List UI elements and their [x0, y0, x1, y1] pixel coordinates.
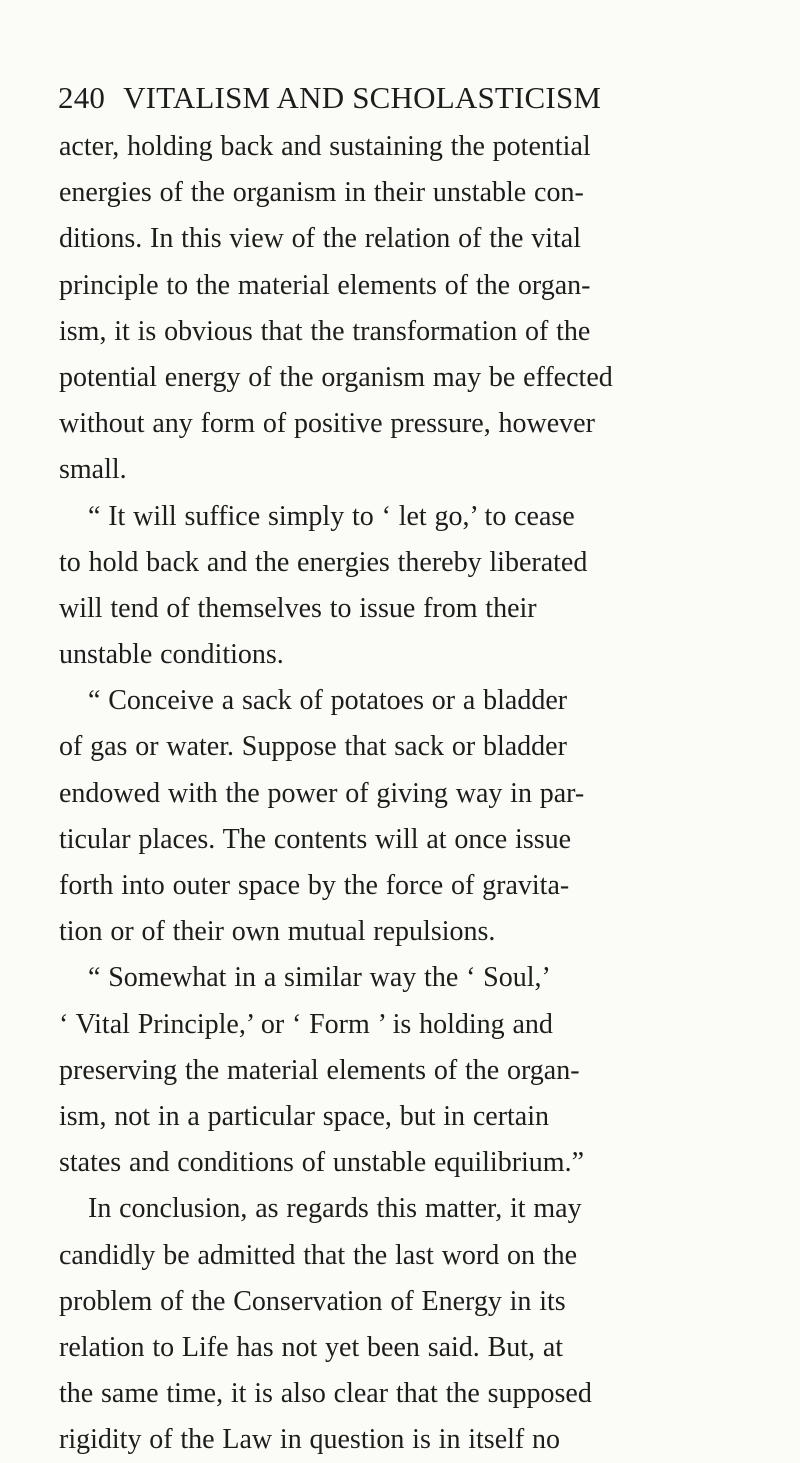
text-line: ‘ Vital Principle,’ or ‘ Form ’ is holding and — [59, 1008, 553, 1040]
text-line: potential energy of the organism may be effected — [59, 361, 613, 393]
running-title: VITALISM AND SCHOLASTICISM — [123, 80, 602, 115]
text-line: ticular places. The contents will at once issue — [59, 823, 572, 855]
text-line: candidly be admitted that the last word on the — [59, 1239, 578, 1271]
text-line: endowed with the power of giving way in par- — [59, 777, 585, 809]
text-line: unstable conditions. — [59, 639, 284, 671]
text-line: will tend of themselves to issue from their — [59, 592, 537, 624]
text-line: without any form of positive pressure, however — [59, 408, 595, 440]
text-line: energies of the organism in their unstable con- — [59, 177, 584, 209]
text-line: ditions. In this view of the relation of the vital — [59, 223, 581, 255]
text-line: states and conditions of unstable equilibrium.” — [59, 1147, 585, 1179]
text-line: ism, it is obvious that the transformation of the — [59, 315, 591, 347]
text-line: tion or of their own mutual repulsions. — [59, 916, 496, 948]
page-number: 240 — [58, 80, 106, 115]
text-line: small. — [59, 454, 127, 486]
text-line: “ Conceive a sack of potatoes or a bladder — [88, 685, 568, 717]
text-line: the same time, it is also clear that the supposed — [59, 1378, 592, 1410]
text-line: to hold back and the energies thereby liberated — [59, 546, 588, 578]
page-header — [58, 78, 748, 118]
body-text — [59, 124, 769, 1463]
text-line: “ It will suffice simply to ‘ let go,’ to cease — [88, 500, 575, 532]
text-line: In conclusion, as regards this matter, it may — [88, 1193, 582, 1225]
text-line: “ Somewhat in a similar way the ‘ Soul,’ — [88, 962, 551, 994]
text-line: preserving the material elements of the organ- — [59, 1054, 580, 1086]
text-line: acter, holding back and sustaining the potential — [59, 131, 591, 162]
text-line: relation to Life has not yet been said. But, at — [59, 1331, 564, 1363]
text-line: of gas or water. Suppose that sack or bladder — [59, 731, 567, 763]
text-line: forth into outer space by the force of gravita- — [59, 870, 570, 901]
text-line: principle to the material elements of the organ- — [59, 269, 591, 301]
text-line: rigidity of the Law in question is in itself no — [59, 1424, 561, 1456]
text-line: ism, not in a particular space, but in certain — [59, 1100, 550, 1132]
text-line: problem of the Conservation of Energy in its — [59, 1285, 566, 1317]
